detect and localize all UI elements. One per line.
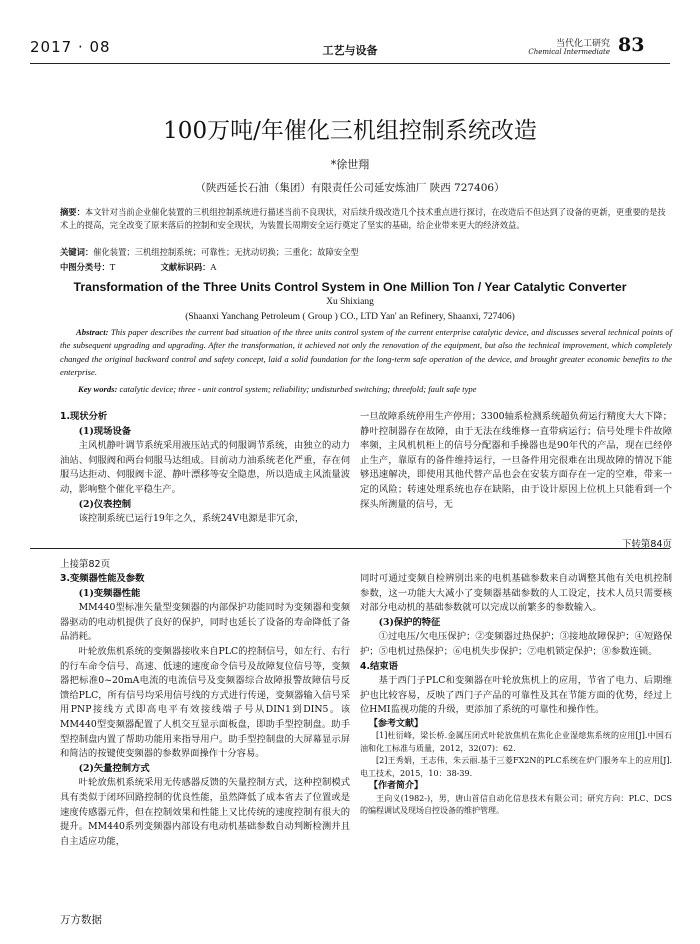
subsection-heading: (2)仪表控制 (78, 498, 132, 510)
section-heading: 3.变频器性能及参数 (60, 573, 145, 584)
subsection-heading: (1)变频器性能 (78, 587, 141, 599)
body-column-3 (60, 572, 350, 849)
issue-label: 2017 · 08 (30, 38, 111, 56)
abstract-label-cn: 摘要： (60, 207, 85, 217)
body-column-1 (60, 410, 350, 527)
paragraph: 同时可通过变频自检辨别出来的电机基础参数来自动调整其他有关电机控制参数，这一功能大大减小了变频器基础参数的人工设定，技术人员只需要核对部分电动机的基础参数就可以完成以前繁多的参数输入。 (360, 573, 672, 614)
source-watermark: 万方数据 (60, 914, 102, 926)
section-heading: 4.结束语 (360, 660, 398, 672)
author-intro-heading: 【作者简介】 (369, 781, 424, 792)
keywords-text-en: catalytic device; three - unit control system; reliability; undisturbed switching; threefold; fault safe type (119, 384, 477, 394)
subsection-heading: (1)现场设备 (78, 425, 132, 437)
abstract-text-cn: 本文针对当前企业催化装置的三机组控制系统进行描述当前不良现状，对后续升级改造几个技术重点进行探讨，在改造后不但达到了设备的更新，更重要的是技术上的提高，完全改变了原来落后的控制和安全现状，为装置长周期安全运行奠定了坚实的基础，给企业带来更大的经济效益。 (60, 207, 666, 230)
doc-code-label: 文献标识码： (160, 262, 211, 272)
paragraph: ①过电压/欠电压保护；②变频器过热保护；③接地故障保护；④短路保护；⑤电机过热保护；⑥电机失步保护；⑦电机锁定保护；⑧参数连锁。 (360, 631, 672, 657)
continued-from-label: 上接第82页 (60, 559, 111, 570)
clc-value: T (109, 262, 116, 272)
body-column-4 (360, 572, 672, 818)
paragraph: 一旦故障系统停用生产停用；3300轴系检测系统超负荷运行精度大大下降；静叶控制器存在故障，由于无法在线维修一直带病运行；信号处理卡件故障率频，主风机机柜上的信号分配器和手操器也是90年代的产品，现在已经停止生产，靠原有的备件维持运行，一旦备件用完很难在出现故障的情况下能够迅速解决，即使用其他代替产品也会在安装方面存在一定的空难，带来一定的风险；转速处理系统也存在缺陷，由于设计原因上位机上只能看到一个探头所测量的信号，无 (360, 411, 672, 510)
article-title-cn: 100万吨/年催化三机组控制系统改造 (163, 118, 537, 144)
journal-name-cn: 当代化工研究 (555, 39, 610, 49)
keywords-en (78, 384, 672, 394)
paragraph: 基于西门子PLC和变频器在叶轮放焦机上的应用，节省了电力、后期维护也比较容易，反映了西门子产品的可靠性及其在节能方面的优势，经过上位HMI监视功能的升级，更添加了系统的可靠性和操作性。 (360, 675, 672, 716)
subsection-heading: (2)矢量控制方式 (78, 762, 150, 774)
article-title-en: Transformation of the Three Units Control System in One Million Ton / Year Catalytic Converter (73, 280, 627, 294)
paragraph: 该控制系统已运行19年之久，系统24V电源是非冗余， (78, 513, 305, 525)
keywords-label-en: Key words: (78, 384, 118, 394)
doc-code-value: A (210, 262, 217, 272)
reference-item: [1]杜衍峰，梁长桥.金属压闭式叶轮放焦机在焦化企业湿熄焦系统的应用[J].中国石油和化工标准与质量，2012，32(07)：62. (360, 731, 672, 753)
journal-name-en: Chemical Intermediate (528, 48, 610, 56)
keywords-label-cn: 关键词： (60, 247, 94, 257)
section-label: 工艺与设备 (322, 44, 378, 57)
keywords-text-cn: 催化装置；三机组控制系统；可靠性；无扰动切换；三重化；故障安全型 (93, 247, 359, 257)
abstract-label-en: Abstract: (76, 327, 109, 337)
paragraph: 主风机静叶调节系统采用液压站式的伺服调节系统，由独立的动力油站、伺服阀和两台伺服马达组成。目前动力油系统老化严重，存在伺服马达拒动、伺服阀卡涩、静叶漂移等安全隐患，所以造成主风流量波动，影响整个催化平稳生产。 (60, 440, 350, 495)
body-column-2 (360, 410, 672, 512)
page-number: 83 (618, 34, 645, 56)
author-cn: *徐世翔 (330, 158, 370, 171)
reference-item: [2]王秀娟，王志伟，朱云丽.基于三菱FX2N的PLC系统在炉门服务车上的应用[J].电工技术，2015，10：38-39. (360, 756, 672, 778)
abstract-text-en: This paper describes the current bad situation of the three units control system of the current enterprise catalytic device, and discusses several technical points of the subsequent upgrading and upgrading. After the transformation, it achieved not only the renovation of the equipment, but also the technical improvement, which completely changed the original backward control and safety concept, laid a solid foundation for the long-term safe operation of the device, and brought greater economic benefits to the enterprise. (60, 327, 672, 377)
clc-label: 中图分类号： (60, 262, 110, 272)
abstract-en (60, 326, 672, 379)
keywords-cn (60, 246, 672, 258)
header-divider (30, 63, 670, 64)
references-heading: 【参考文献】 (369, 718, 424, 729)
affiliation-en: (Shaanxi Yanchang Petroleum ( Group ) CO., LTD Yan' an Refinery, Shaanxi, 727406) (185, 312, 515, 322)
section-heading: 1.现状分析 (60, 411, 108, 422)
author-en: Xu Shixiang (326, 297, 374, 307)
paragraph: 叶轮放焦机系统的变频器接收来自PLC的控制信号，如左行、右行的行车命令信号、高速、低速的速度命令信号及故障复位信号等，变频器把标准0~20mA电流的电流信号及变频器综合故障报警故障信号反馈给PLC，所有信号均采用信号线的方式进行传递，变频器输入信号采用PNP接线方式即高电平有效接线端子号从DIN1到DIN5。该MM440型变频器配置了人机交互显示面板盘，即助手型控制盘。助手型控制盘内置了帮助功能用来指导用户。助手型控制盘的大屏幕显示屏和简洁的按键使变频器的参数界面操作十分容易。 (60, 645, 350, 760)
continued-on-label: 下转第84页 (621, 539, 672, 550)
subsection-heading: (3)保护的特征 (378, 616, 441, 628)
paragraph: 叶轮放焦机系统采用无传感器反馈的矢量控制方式，这种控制模式具有类似于闭环回路控制的优良性能，虽然降低了成本省去了位置或是速度传感器元件，但在控制效果和性能上又比传统的速度控制有很大的提升。MM440系列变频器内部设有电动机基础参数自动判断检测并且自主适应功能， (60, 777, 350, 847)
article-divider (30, 548, 670, 549)
paragraph: MM440型标准矢量型变频器的内部保护功能同时为变频器和变频器驱动的电动机提供了良好的保护，同时也延长了设备的寿命降低了备品消耗。 (60, 602, 350, 643)
author-intro: 王向义(1982-)，男，唐山首信自动化信息技术有限公司；研究方向：PLC、DCS的编程调试及现场自控设备的维护管理。 (360, 793, 672, 816)
references (360, 718, 672, 818)
affiliation-cn: （陕西延长石油（集团）有限责任公司延安炼油厂 陕西 727406） (195, 182, 505, 194)
classification-line (60, 261, 216, 273)
abstract-cn (60, 206, 672, 232)
